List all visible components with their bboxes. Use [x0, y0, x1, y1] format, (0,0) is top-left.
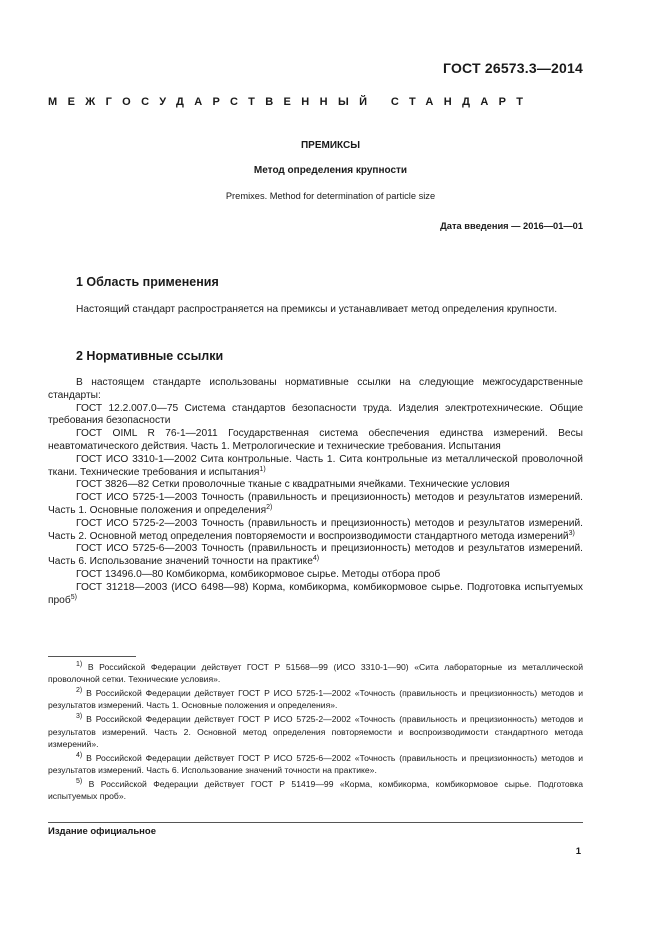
references-intro: В настоящем стандарте использованы нормативные ссылки на следующие межгосударственные стандарты: — [48, 377, 583, 401]
reference-text: ГОСТ 3826—82 Сетки проволочные тканые с квадратными ячейками. Технические условия — [76, 479, 510, 491]
reference-text: ГОСТ 12.2.007.0—75 Система стандартов безопасности труда. Изделия электротехнические. Общие требования безопасности — [48, 402, 583, 427]
footer-divider — [48, 822, 583, 823]
footnotes-block — [48, 661, 583, 804]
reference-text: ГОСТ 31218—2003 (ИСО 6498—98) Корма, комбикорма, комбикормовое сырье. Подготовка испытуемых проб — [48, 581, 583, 606]
reference-item — [48, 518, 583, 544]
reference-item — [48, 479, 583, 492]
footnote-ref[interactable]: 4) — [312, 555, 320, 563]
reference-item — [48, 569, 583, 582]
effective-date: Дата введения — 2016—01—01 — [440, 221, 583, 231]
footnote-mark: 5) — [76, 778, 83, 786]
reference-item — [48, 428, 583, 454]
reference-item — [48, 582, 583, 608]
footnote-item — [48, 713, 583, 750]
section-2-heading: 2 Нормативные ссылки — [76, 349, 224, 363]
footnote-item — [48, 778, 583, 803]
official-edition-label: Издание официальное — [48, 826, 156, 837]
reference-text: ГОСТ ИСО 5725-2—2003 Точность (правильность и прецизионность) методов и результатов измерений. Часть 2. Основной метод определения повторяемости и воспроизводимости стандартного метода измерений — [48, 517, 583, 542]
section-1-heading: 1 Область применения — [76, 275, 219, 289]
footnote-text: В Российской Федерации действует ГОСТ Р ИСО 5725-6—2002 «Точность (правильность и прецизионность) методов и результатов измерений. Часть 6. Использование значений точности на практике». — [48, 752, 583, 776]
document-title: ПРЕМИКСЫ — [300, 140, 361, 151]
footnote-ref[interactable]: 5) — [70, 593, 77, 601]
reference-item — [48, 543, 583, 569]
footnote-ref[interactable]: 3) — [568, 529, 575, 537]
footnote-item — [48, 661, 583, 686]
reference-text: ГОСТ 13496.0—80 Комбикорма, комбикормовое сырье. Методы отбора проб — [76, 568, 441, 580]
footnote-mark: 1) — [76, 661, 83, 668]
reference-item — [48, 403, 583, 429]
references-block — [48, 377, 583, 607]
footnote-mark: 3) — [76, 713, 83, 721]
document-subtitle: Метод определения крупности — [253, 165, 408, 176]
reference-text: ГОСТ OIML R 76-1—2011 Государственная система обеспечения единства измерений. Весы неавтоматического действия. Часть 1. Метрологические и технические требования. Испытания — [48, 428, 583, 452]
reference-item — [48, 454, 583, 480]
reference-text: ГОСТ ИСО 5725-1—2003 Точность (правильность и прецизионность) методов и результатов измерений. Часть 1. Основные положения и определения — [48, 492, 583, 516]
footnote-text: В Российской Федерации действует ГОСТ Р ИСО 5725-2—2002 «Точность (правильность и прецизионность) методов и результатов измерений. Часть 2. Основной метод определения повторяемости и воспроизводимости стандартного метода измерений». — [48, 714, 583, 749]
footnote-divider — [48, 656, 136, 657]
reference-text: ГОСТ ИСО 3310-1—2002 Сита контрольные. Часть 1. Сита контрольные из металлической проволочной ткани. Технические требования и испытания — [48, 453, 583, 478]
footnote-text: В Российской Федерации действует ГОСТ Р 51568—99 (ИСО 3310-1—90) «Сита лабораторные из металлической проволочной сетки. Технические условия». — [48, 662, 583, 685]
footnote-text: В Российской Федерации действует ГОСТ Р 51419—99 «Корма, комбикорма, комбикормовое сырье. Подготовка испытуемых проб». — [48, 779, 583, 802]
reference-item — [48, 492, 583, 518]
gost-number: ГОСТ 26573.3—2014 — [443, 60, 583, 76]
page-number: 1 — [575, 846, 581, 857]
footnote-mark: 2) — [76, 687, 83, 695]
footnote-mark: 4) — [76, 751, 83, 759]
standard-type-heading: МЕЖГОСУДАРСТВЕННЫЙ СТАНДАРТ — [48, 96, 534, 108]
footnote-ref[interactable]: 1) — [259, 465, 266, 473]
english-title: Premixes. Method for determination of particle size — [225, 191, 436, 201]
footnote-item — [48, 752, 583, 777]
footnote-item — [48, 687, 583, 712]
footnote-ref[interactable]: 2) — [266, 503, 273, 511]
reference-text: ГОСТ ИСО 5725-6—2003 Точность (правильность и прецизионность) методов и результатов измерений. Часть 6. Использование значений точности на практике — [48, 543, 583, 568]
section-1-text: Настоящий стандарт распространяется на премиксы и устанавливает метод определения крупности. — [76, 304, 558, 315]
footnote-text: В Российской Федерации действует ГОСТ Р ИСО 5725-1—2002 «Точность (правильность и прецизионность) методов и результатов измерений. Часть 1. Основные положения и определения». — [48, 688, 583, 711]
